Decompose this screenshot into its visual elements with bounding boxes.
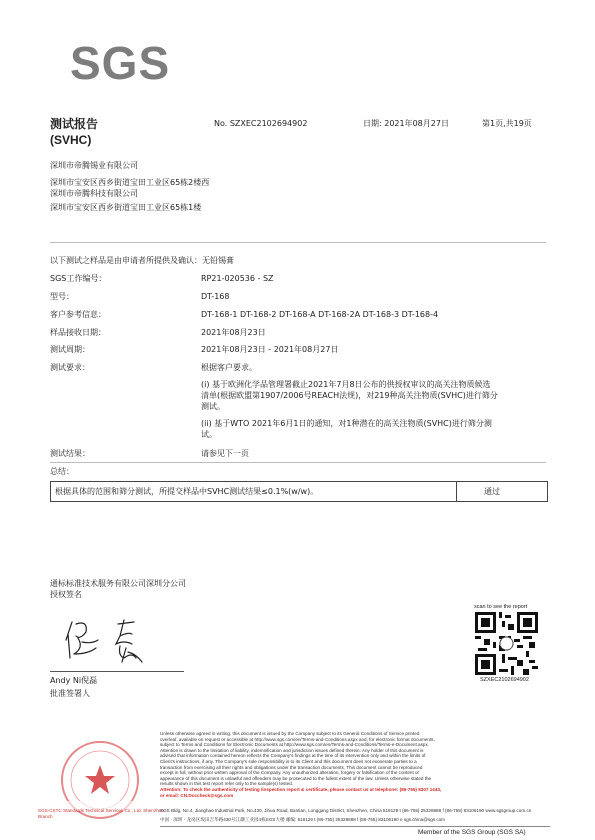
legal-line: subject to Terms and Conditions for Electronic Documents at http://www.sgs.com/en/Terms-and-Conditions/Terms-e-Document.aspx. xyxy=(160,742,430,748)
signature-line xyxy=(50,671,184,672)
conclusion-label: 总结： xyxy=(50,467,74,476)
report-subtitle: (SVHC) xyxy=(50,133,92,147)
signer-role: 批准签署人 xyxy=(50,689,90,698)
conclusion-verdict: 通过 xyxy=(484,487,500,496)
legal-line: results shown in this test report refer only to the sample(s) tested. xyxy=(160,781,294,787)
field-value-job-no: RP21-020536 - SZ xyxy=(201,274,274,283)
legal-line: Attention is drawn to the limitation of liability, indemnification and jurisdiction issues defined therein. Any holder of this document is xyxy=(160,747,424,753)
requirement-ii-1: (ii) 基于WTO 2021年6月1日的通知，对1种潜在的高关注物质(SVHC)进行筛分测 xyxy=(201,419,492,428)
address-chinese: 中国 · 深圳 · 龙岗区坂田吉华路430号江灏工业园4栋SGS大楼 邮编: 518129 t (86-755) 25328888 f (86-755) 83106190 e sgs.china@sgs.com xyxy=(160,817,445,822)
requirement-ii-2: 试。 xyxy=(201,430,217,439)
requirement-i-3: 测试。 xyxy=(201,402,225,411)
report-number: No. SZXEC2102694902 xyxy=(214,119,308,128)
conclusion-box xyxy=(50,481,548,502)
authenticity-email[interactable]: or email: CN.Doccheck@sgs.com xyxy=(160,792,234,798)
field-value-model: DT-168 xyxy=(201,292,230,301)
field-label-job-no: SGS工作编号： xyxy=(50,274,107,283)
result-value: 请参见下一页 xyxy=(201,449,249,458)
sgs-group-member: Member of the SGS Group (SGS SA) xyxy=(418,829,526,836)
legal-line: Client's instructions, if any. The Company's sole responsibility is to its Client and this document does not exonerate parties to a xyxy=(160,758,417,764)
legal-line: except in full, without prior written approval of the Company. Any unauthorized alteration, forgery or falsification of the content or xyxy=(160,770,420,776)
legal-disclaimer xyxy=(160,731,552,798)
client-address-2: 深圳市宝安区西乡街道宝田工业区65栋1楼 xyxy=(50,203,202,212)
conclusion-divider xyxy=(456,482,457,501)
field-value-received-date: 2021年08月23日 xyxy=(201,328,266,337)
requirement-i-1: (i) 基于欧洲化学品管理署截止2021年7月8日公布的供授权审议的高关注物质候选 xyxy=(201,380,491,389)
field-value-test-period: 2021年08月23日 - 2021年08月27日 xyxy=(201,345,339,354)
client-name-2: 深圳市帝腾科技有限公司 xyxy=(50,189,138,198)
sample-intro: 以下测试之样品是由申请者所提供及确认：无铅锡膏 xyxy=(50,256,234,265)
client-name-1: 深圳市帝腾锡业有限公司 xyxy=(50,161,138,170)
authenticity-notice: Attention: To check the authenticity of testing /inspection report & certificate, please contact us at telephone: (86-755) 8307 1443, xyxy=(160,786,442,792)
sgs-logo: SGS xyxy=(70,37,171,89)
field-label-model: 型号： xyxy=(50,292,74,301)
seal-text: SGS-CSTC Standards Technical Services Co., Ltd. Shenzhen Branch xyxy=(38,808,164,819)
legal-line: appearance of this document is unlawful and offenders may be prosecuted to the fullest extent of the law. Unless otherwise stated the xyxy=(160,775,432,781)
qr-code-icon[interactable] xyxy=(475,612,538,675)
requirement-line-0: 根据客户要求。 xyxy=(201,363,257,372)
qr-caption-bottom: SZXEC2102694902 xyxy=(480,677,529,683)
requirement-label: 测试要求： xyxy=(50,363,90,372)
field-label-client-ref: 客户参考信息： xyxy=(50,310,106,319)
legal-line: overleaf, available on request or accessible at http://www.sgs.com/en/Terms-and-Conditions.aspx and, for electronic format documents, xyxy=(160,736,435,742)
conclusion-text: 根据具体的范围和筛分测试，所提交样品中SVHC测试结果≤0.1%(w/w)。 xyxy=(55,487,319,496)
qr-caption-top: scan to see the report xyxy=(474,604,528,610)
requirement-i-2: 清单(根据欧盟第1907/2006号REACH法规)，对219种高关注物质(SVHC)进行筛分 xyxy=(201,391,498,400)
legal-line: Unless otherwise agreed in writing, this document is issued by the Company subject to its General Conditions of Service printed xyxy=(160,731,420,736)
field-label-test-period: 测试周期： xyxy=(50,345,90,354)
authorized-signature-label: 授权签名 xyxy=(50,590,82,599)
divider xyxy=(50,242,546,243)
report-date: 日期: 2021年08月27日 xyxy=(363,119,449,128)
footer-line xyxy=(160,826,550,827)
legal-line: transaction from exercising all their rights and obligations under the transaction documents. This document cannot be reproduced xyxy=(160,764,423,770)
handwritten-signature xyxy=(62,614,172,666)
client-address-1: 深圳市宝安区西乡街道宝田工业区65栋2楼西 xyxy=(50,178,210,187)
field-value-client-ref: DT-168-1 DT-168-2 DT-168-A DT-168-2A DT-168-3 DT-168-4 xyxy=(201,310,439,319)
result-label: 测试结果： xyxy=(50,449,90,458)
issuer-company: 通标标准技术服务有限公司深圳分公司 xyxy=(50,579,186,588)
legal-line: advised that information contained hereon reflects the Company's findings at the time of its intervention only and within the limits of xyxy=(160,753,426,759)
field-label-received-date: 样品接收日期： xyxy=(50,328,106,337)
signer-name: Andy Ni倪磊 xyxy=(50,676,98,685)
report-title: 测试报告 xyxy=(50,117,99,131)
divider xyxy=(50,462,546,463)
address-english: SGS Bldg, No.4, Jianghao Industrial Park, No.430, Jihua Road, Bantian, Longgang District, Shenzhen, China 518129 t (86-755) 25328888 f (86-755) 83106190 www.sgsgroup.com.cn xyxy=(160,808,532,813)
page-number: 第1页,共19页 xyxy=(482,119,532,128)
